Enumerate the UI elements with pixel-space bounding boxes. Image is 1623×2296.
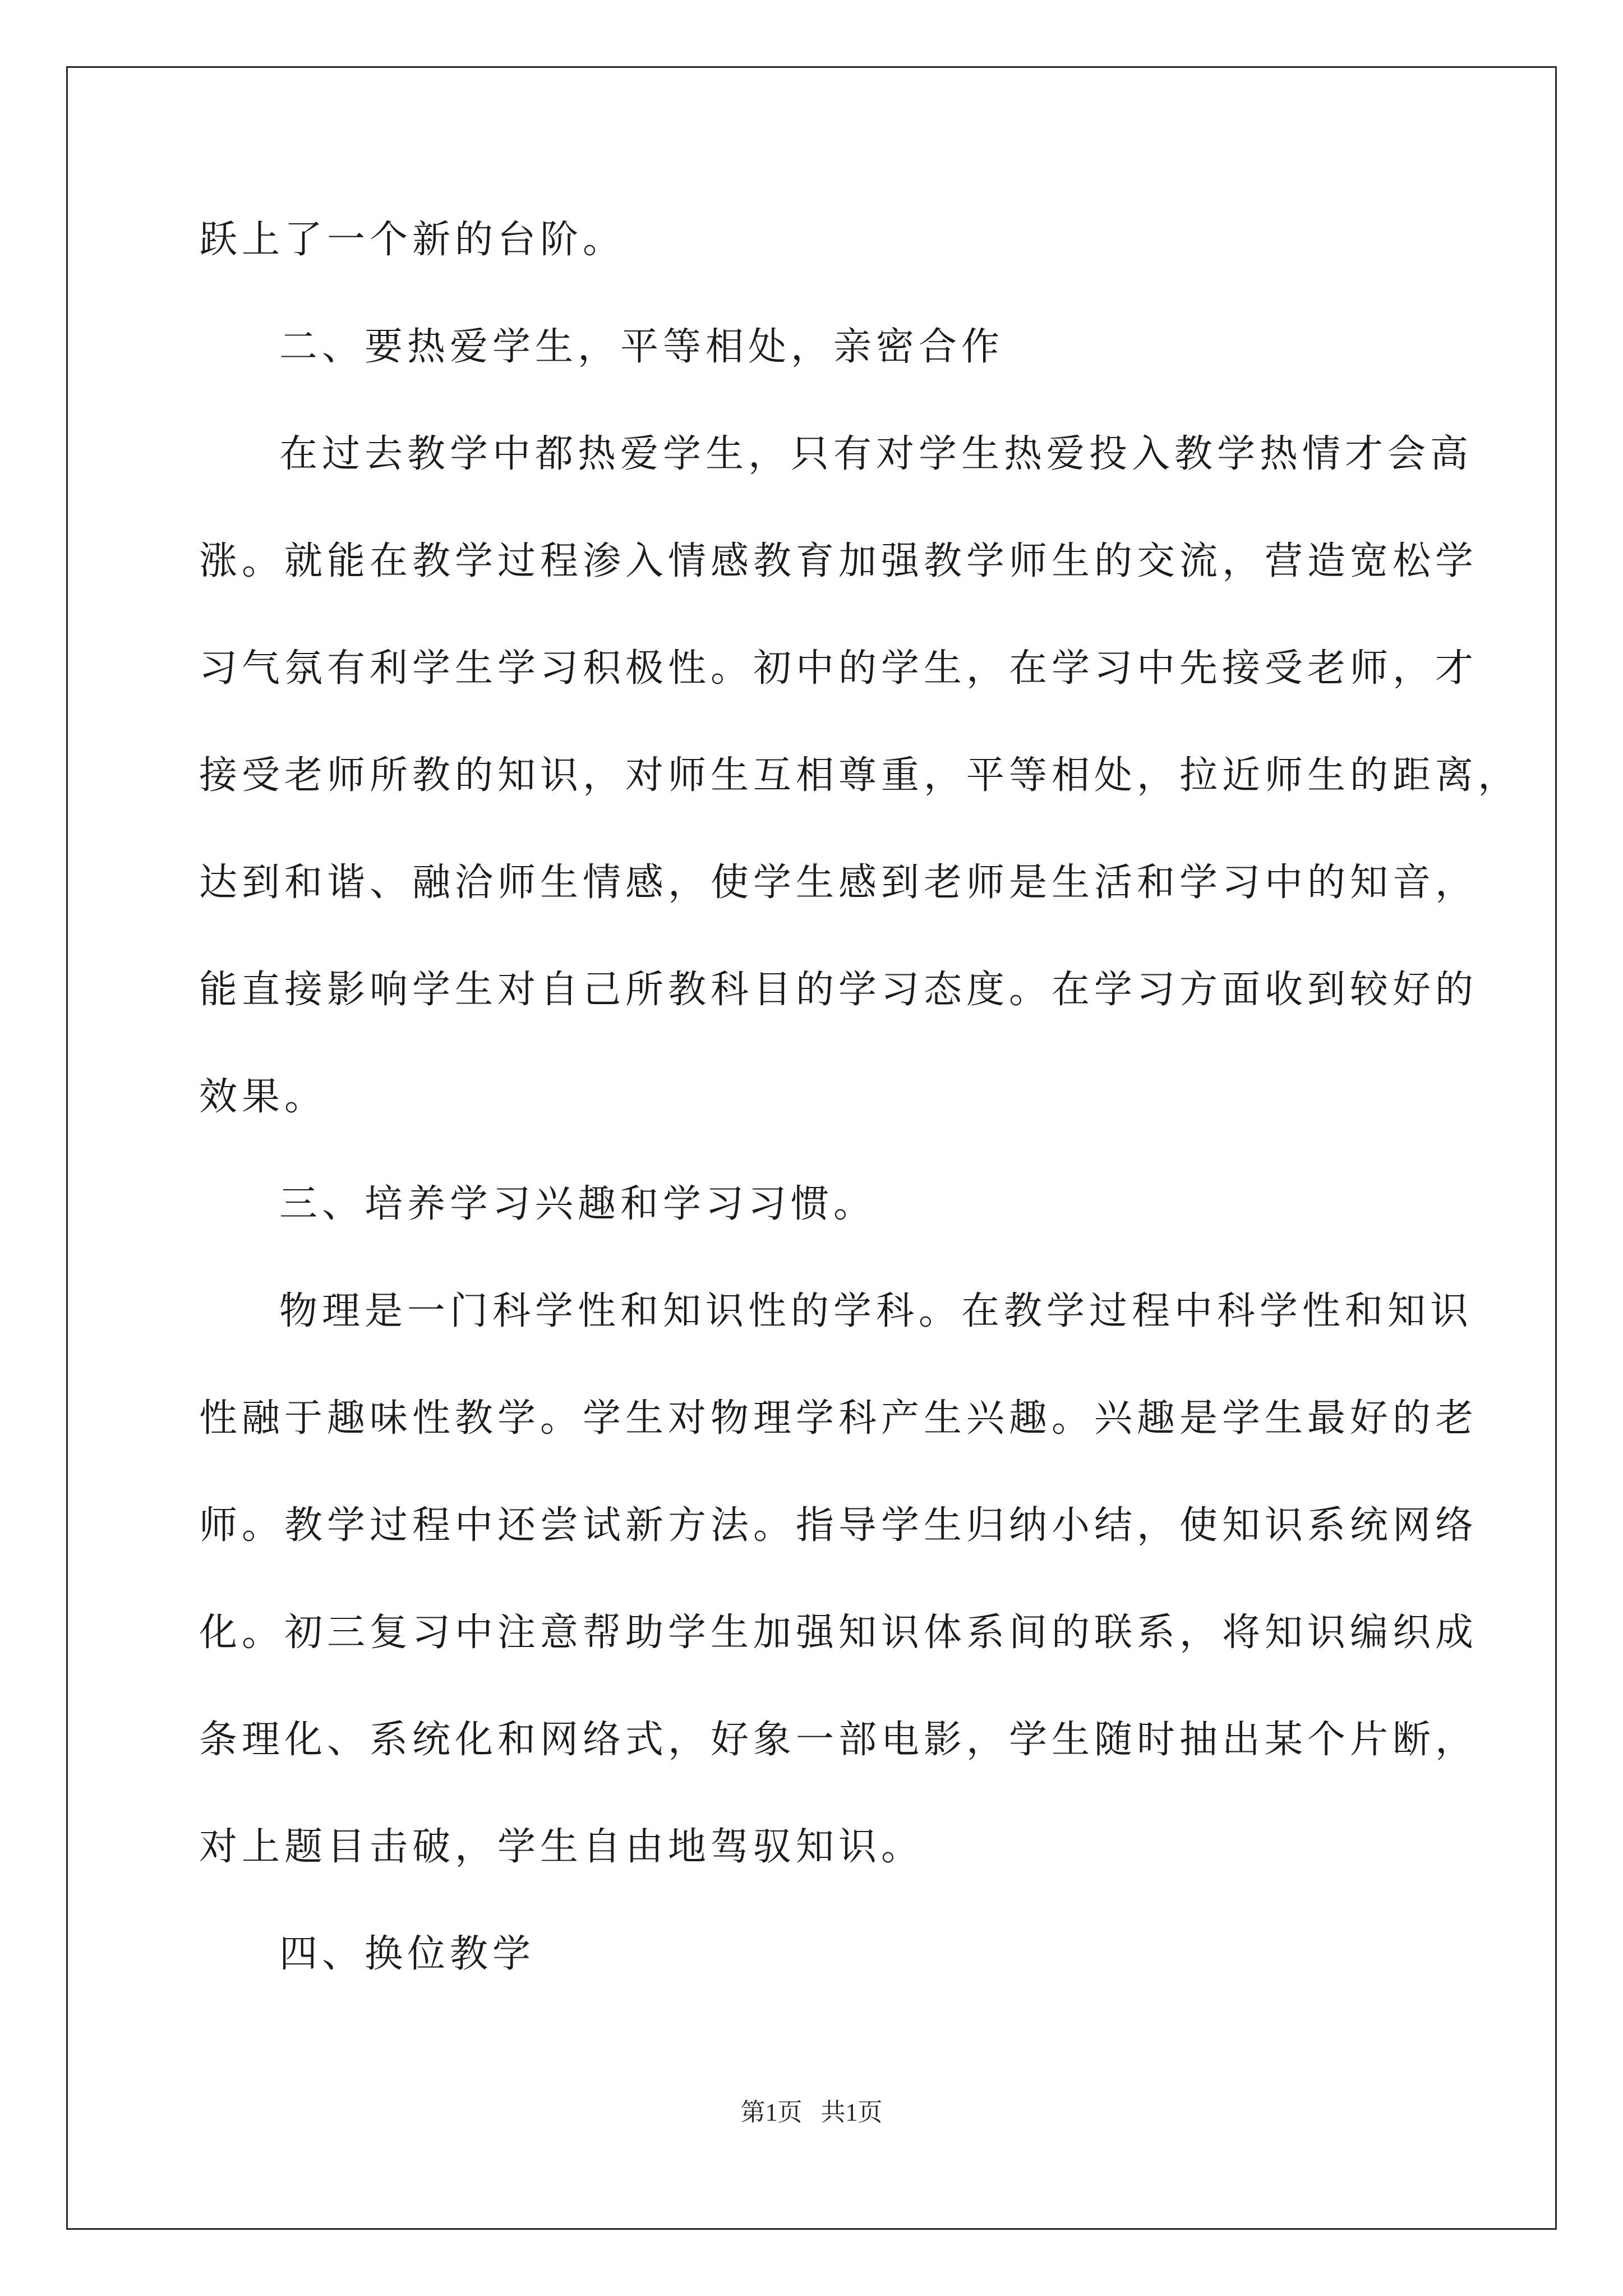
section-heading: 四、换位教学	[279, 1932, 536, 1976]
text-line: 达到和谐、融洽师生情感，使学生感到老师是生活和学习中的知音，	[199, 861, 1478, 905]
text-line: 习气氛有利学生学习积极性。初中的学生，在学习中先接受老师，才	[199, 646, 1478, 691]
text-line: 涨。就能在教学过程渗入情感教育加强教学师生的交流，营造宽松学	[199, 539, 1478, 583]
text-line: 能直接影响学生对自己所教科目的学习态度。在学习方面收到较好的	[199, 968, 1478, 1012]
text-line: 效果。	[199, 1075, 328, 1119]
section-heading: 三、培养学习兴趣和学习习惯。	[279, 1182, 877, 1226]
text-line: 对上题目击破，学生自由地驾驭知识。	[199, 1825, 924, 1869]
page-footer: 第1页 共1页	[740, 2099, 883, 2126]
text-line: 条理化、系统化和网络式，好象一部电影，学生随时抽出某个片断，	[199, 1718, 1478, 1762]
text-line: 接受老师所教的知识，对师生互相尊重，平等相处，拉近师生的距离，	[199, 753, 1521, 798]
text-line: 化。初三复习中注意帮助学生加强知识体系间的联系，将知识编织成	[199, 1611, 1478, 1655]
section-heading: 二、要热爱学生，平等相处，亲密合作	[279, 325, 1004, 369]
text-line: 跃上了一个新的台阶。	[199, 218, 626, 262]
text-line: 在过去教学中都热爱学生，只有对学生热爱投入教学热情才会高	[279, 432, 1473, 476]
page-border	[66, 66, 1557, 2230]
text-line: 师。教学过程中还尝试新方法。指导学生归纳小结，使知识系统网络	[199, 1503, 1478, 1548]
text-line: 性融于趣味性教学。学生对物理学科产生兴趣。兴趣是学生最好的老	[199, 1396, 1478, 1441]
text-line: 物理是一门科学性和知识性的学科。在教学过程中科学性和知识	[279, 1289, 1473, 1333]
